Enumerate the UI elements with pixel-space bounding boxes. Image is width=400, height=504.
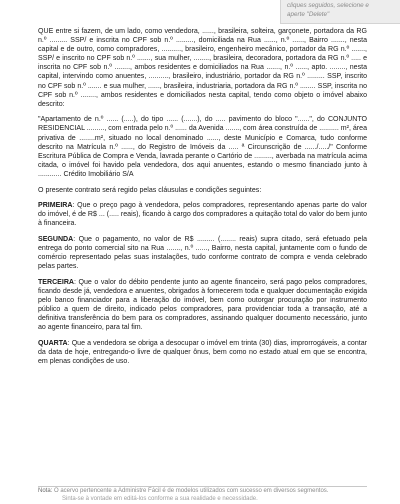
clause-primeira-text: : Que o preço pago à vendedora, pelos compradores, representando apenas parte do valor do imóvel, é de R$ ... (..... reais), ficando à cargo dos compradores a quitação total do valor do bem junto à financeira. [38, 202, 367, 228]
hint-line-2: aperte "Delete" [287, 10, 330, 18]
clause-terceira-text: : Que o valor do débito pendente junto ao agente financeiro, será pago pelos compradores, ficando desde já, vendedora e anuentes, obrigados à fornecerem toda e qualquer documentação exigida pelo banco financiador para a liberação do imóvel, bem como outorgar procuração por instrumento público a quem de direito, indicado pelos compradores, para providenciar toda a transação, até a definitiva transferência do bem para os compradores, assinando qualquer documento necessário, junto ao agente financeiro, para tal fim. [38, 278, 367, 332]
footer-divider [38, 486, 367, 487]
footer-note-line-2: Sinta-se à vontade em editá-los conforme a sua realidade e necessidade. [62, 496, 258, 502]
clause-primeira-label: PRIMEIRA [38, 202, 73, 210]
intro-paragraph: QUE entre si fazem, de um lado, como vendedora, ......, brasileira, solteira, garçonete, portadora da RG n.º ......... SSP/ e inscrita no CPF sob n.º ........., domiciliada na Rua ......, n.º ......, Bairro ......., nesta capital e de outro, como compradores, .........., brasileiro, engenheiro mecânico, portador da RG n.º ......., SSP/ e inscrito no CPF sob n.º ......., sua mulher, ........, brasileira, decoradora, portadora da RG n.º ..... e inscrita no CPF sob n.º ........, ambos residentes e domiciliados na Rua ......., n.º ......, apto. ........, nesta capital, intervindo como anuentes, .........., brasileiro, industriário, portador da RG n.º ......... SSP, inscrito no CPF sob n.º ....... e sua mulher, ......, brasileira, industriaria, portadora da RG n.º ........ SSP, inscrita no CPF sob n.º ........, ambos residentes e domiciliados nesta capital, tendo como objeto o imóvel abaixo descrito: [38, 28, 367, 108]
contract-document [38, 27, 367, 373]
editing-hint-tooltip [280, 0, 400, 24]
clause-terceira-label: TERCEIRA [38, 278, 75, 286]
clause-quarta-text: : Que a vendedora se obriga a desocupar o imóvel em trinta (30) dias, improrrogáveis, a contar da data de hoje, entregando-o livre de qualquer ônus, bem como no estado atual em que se encontra, em plenas condições de uso. [38, 339, 367, 365]
clause-quarta [38, 339, 367, 366]
footer-note-line-1: O acervo pertencente a Administre Fácil é de modelos utilizados com sucesso em diversos segmentos. [52, 488, 329, 494]
clauses-intro: O presente contrato será regido pelas cláusulas e condições seguintes: [38, 186, 262, 194]
object-paragraph: "Apartamento de n.º ...... (.....), do tipo ...... (.......), do ..... pavimento do bloco "......", do CONJUNTO RESIDENCIAL ........., com entrada pelo n.º ...... da Avenida ......., com área construída de .......... m², área privativa de ........m², situado no local denominado ......, deste Município e Comarca, tudo conforme descrito na Matrícula n.º ......, do Registro de Imóveis da ..... ª Circunscrição de ....../...../" Conforme Escritura Pública de Compra e Venda, lavrada perante o Cartório de ........., averbada na matrícula acima citada, o imóvel foi havido pela vendedora, dos aqui anuentes, estando o mesmo financiado junto à ............ Crédito Imobiliário S/A [38, 116, 367, 178]
clause-segunda [38, 235, 367, 271]
clause-terceira [38, 278, 367, 333]
footer-note-label: Nota: [38, 488, 53, 494]
clause-segunda-label: SEGUNDA [38, 235, 74, 243]
clause-quarta-label: QUARTA [38, 339, 68, 347]
footer-note [38, 488, 378, 496]
clause-segunda-text: : Que o pagamento, no valor de R$ ......... (........ reais) supra citado, será efetuado pela entrega do ponto comercial sito na Rua ......., n.º ......, Bairro, nesta capital, juntamente com o fundo de comércio representado pelas suas instalações, tudo conforme contrato de compra e venda celebrado pelas partes. [38, 235, 367, 271]
hint-line-1: cliques seguidos, selecione e [287, 2, 369, 9]
clause-primeira [38, 201, 367, 228]
